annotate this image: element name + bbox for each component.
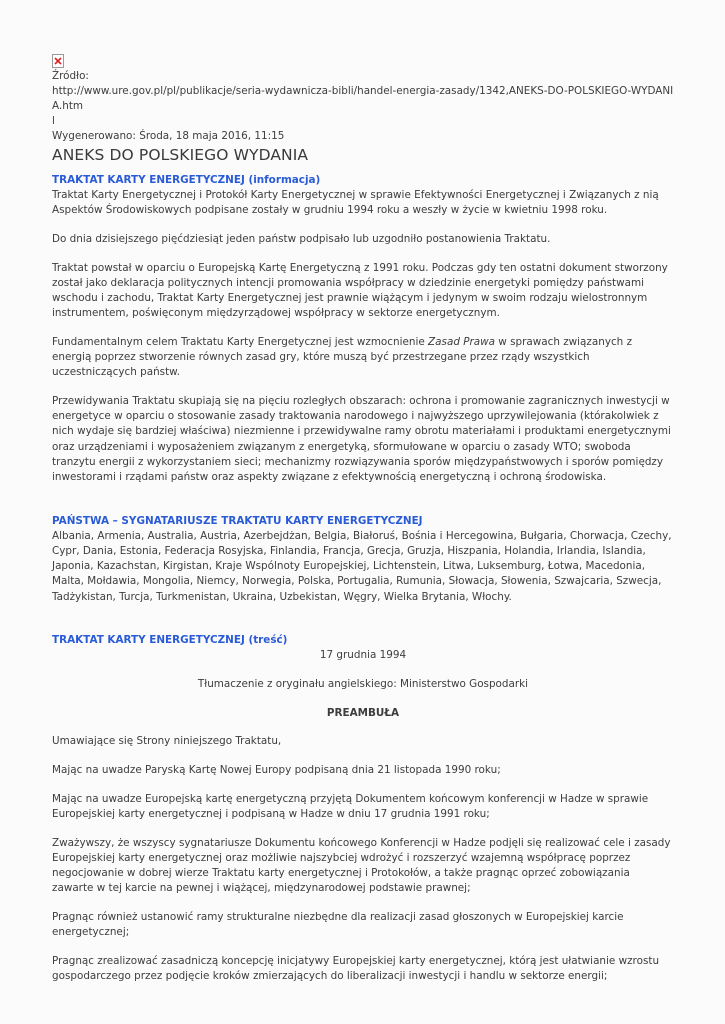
paragraph-text: Fundamentalnym celem Traktatu Karty Energetycznej jest wzmocnienie [52,335,429,348]
paragraph: Mając na uwadze Paryską Kartę Nowej Europy podpisaną dnia 21 listopada 1990 roku; [52,764,501,777]
paragraph [52,335,674,381]
source-url-tail: l [52,115,55,127]
paragraph: Umawiające się Strony niniejszego Traktatu, [52,735,282,748]
source-label: Źródło: [52,70,89,82]
paragraph: Traktat Karty Energetycznej i Protokół Karty Energetycznej w sprawie Efektywności Energetycznej i Związanych z nią Aspektów Środowiskowych podpisane zostały w grudniu 1994 roku a weszły w życie w kwietniu 1998 roku. [52,189,659,217]
document-page [52,54,674,998]
signatories-list: Albania, Armenia, Australia, Austria, Azerbejdżan, Belgia, Białoruś, Bośnia i Hercegowina, Bułgaria, Chorwacja, Czechy, Cypr, Dania, Estonia, Federacja Rosyjska, Finlandia, Francja, Grecja, Gruzja, Hiszpania, Holandia, Irlandia, Islandia, Japonia, Kazachstan, Kirgistan, Kraje Wspólnoty Europejskiej, Lichtenstein, Litwa, Luksemburg, Łotwa, Macedonia, Malta, Mołdawia, Mongolia, Niemcy, Norwegia, Polska, Portugalia, Rumunia, Słowacja, Słowenia, Szwajcaria, Szwecja, Tadżykistan, Turcja, Turkmenistan, Ukraina, Uzbekistan, Węgry, Wielka Brytania, Włochy. [52,529,672,603]
broken-image-icon [52,54,64,68]
preamble-heading: PREAMBUŁA [326,706,400,719]
paragraph: Pragnąc również ustanowić ramy strukturalne niezbędne dla realizacji zasad głoszonych w Europejskiej karcie energetycznej; [52,911,624,939]
emphasis-text: Zasad Prawa [428,335,495,348]
paragraph: Do dnia dzisiejszego pięćdziesiąt jeden państw podpisało lub uzgodniło postanowienia Traktatu. [52,232,551,245]
translation-note: Tłumaczenie z oryginału angielskiego: Ministerstwo Gospodarki [197,677,529,690]
paragraph: Przewidywania Traktatu skupiają się na pięciu rozległych obszarach: ochrona i promowanie zagranicznych inwestycji w energetyce w oparciu o stosowanie zasady traktowania narodowego i najwyższego uprzywilejowania (którakolwiek z nich wydaje się bardziej właściwa) niezmienne i przewidywalne ramy obrotu materiałami i produktami energetycznymi oraz urządzeniami i wyposażeniem związanym z energetyką, sformułowane w oparciu o zasady WTO; swoboda tranzytu energii z wykorzystaniem sieci; mechanizmy rozwiązywania sporów międzypaństwowych i sporów pomiędzy inwestorami i rządami państw oraz aspekty związane z efektywnością energetyczną i ochroną środowiska. [52,395,671,484]
section-heading-signatories: PAŃSTWA – SYGNATARIUSZE TRAKTATU KARTY ENERGETYCZNEJ [52,514,423,527]
section-heading-treaty: TRAKTAT KARTY ENERGETYCZNEJ (treść) [52,634,288,647]
treaty-date: 17 grudnia 1994 [319,649,407,662]
paragraph: Pragnąc zrealizować zasadniczą koncepcję inicjatywy Europejskiej karty energetycznej, którą jest ułatwianie wzrostu gospodarczego przez podjęcie kroków zmierzających do liberalizacji inwestycji i handlu w sektorze energii; [52,954,660,983]
generated-timestamp: Wygenerowano: Środa, 18 maja 2016, 11:15 [52,130,285,142]
paragraph-text: w sprawach związanych z energią poprzez stworzenie równych zasad gry, które muszą być przestrzegane przez rządy wszystkich uczestniczących państw. [52,335,633,379]
source-url[interactable]: http://www.ure.gov.pl/pl/publikacje/seria-wydawnicza-bibli/handel-energia-zasady/1342,ANEKS-DO-POLSKIEGO-WYDANIA.htm [52,85,674,112]
paragraph: Traktat powstał w oparciu o Europejską Kartę Energetyczną z 1991 roku. Podczas gdy ten ostatni dokument stworzony został jako deklaracja politycznych intencji promowania współpracy w dziedzinie energetyki pomiędzy państwami wschodu i zachodu, Traktat Karty Energetycznej jest prawnie wiążącym i jedynym w swoim rodzaju wielostronnym instrumentem, poświęconym międzyrządowej współpracy w sektorze energetycznym. [52,261,668,320]
document-title: ANEKS DO POLSKIEGO WYDANIA [52,146,309,164]
paragraph: Mając na uwadze Europejską kartę energetyczną przyjętą Dokumentem końcowym konferencji w Hadze w sprawie Europejskiej karty energetycznej i podpisaną w Hadze w dniu 17 grudnia 1991 roku; [52,792,649,820]
section-heading-info: TRAKTAT KARTY ENERGETYCZNEJ (informacja) [52,174,321,186]
paragraph: Zważywszy, że wszyscy sygnatariusze Dokumentu końcowego Konferencji w Hadze podjęli się realizować cele i zasady Europejskiej karty energetycznej oraz możliwie najszybciej wdrożyć i rozszerzyć wzajemną współpracę poprzez negocjowanie w dobrej wierze Traktatu karty energetycznej i Protokołów, a także pragnąc oprzeć zobowiązania zawarte w tej karcie na pewnej i wiążącej, międzynarodowej podstawie prawnej; [52,836,671,895]
